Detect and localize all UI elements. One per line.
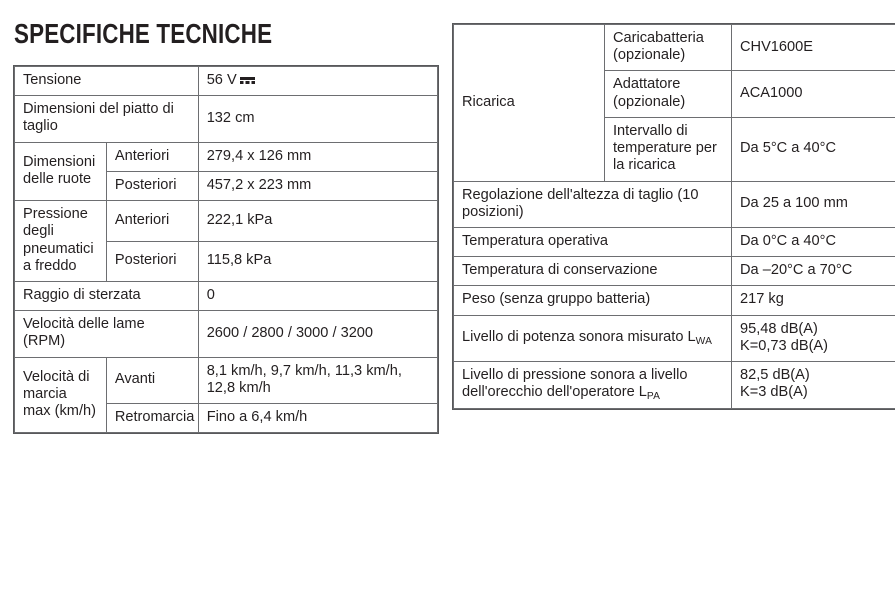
spec-label-lpa-subscript: PA [646,391,661,403]
spec-label-raggio-sterzata: Raggio di sterzata [15,281,199,310]
spec-label-dimensioni-ruote: Dimensioni delle ruote [15,142,107,200]
spec-sublabel-intervallo-temperature-ricarica: Intervallo di temperature per la ricarica [605,117,732,181]
spec-value-lwa-line1: 95,48 dB(A) [740,320,818,337]
table-row [15,67,438,96]
table-row [15,96,438,142]
spec-value-temperatura-operativa: Da 0°C a 40°C [732,227,895,256]
spec-label-peso: Peso (senza gruppo batteria) [454,286,732,315]
table-row [454,181,895,227]
spec-value-pressione-anteriori: 222,1 kPa [198,201,437,241]
spec-sublabel-ruote-anteriori: Anteriori [106,142,198,171]
dc-voltage-symbol-icon [240,75,255,85]
spec-value-livello-pressione-sonora [732,362,895,408]
table-row [454,257,895,286]
spec-label-pressione-pneumatici: Pressione degli pneumatici a freddo [15,201,107,282]
spec-label-velocita-lame: Velocità delle lame (RPM) [15,311,199,357]
spec-value-caricabatteria: CHV1600E [732,25,895,71]
spec-value-lpa-line1: 82,5 dB(A) [740,367,810,384]
table-row [15,311,438,357]
spec-value-lpa-line2: K=3 dB(A) [740,384,808,401]
spec-value-velocita-lame: 2600 / 2800 / 3000 / 3200 [198,311,437,357]
spec-value-raggio-sterzata: 0 [198,281,437,310]
spec-label-ricarica: Ricarica [454,25,605,182]
spec-value-intervallo-temperature-ricarica: Da 5°C a 40°C [732,117,895,181]
table-row [454,315,895,361]
spec-value-ruote-anteriori: 279,4 x 126 mm [198,142,437,171]
table-row [15,281,438,310]
spec-label-livello-potenza-sonora [454,315,732,361]
spec-value-livello-potenza-sonora [732,315,895,361]
spec-sublabel-pressione-anteriori: Anteriori [106,201,198,241]
spec-value-tensione [198,67,437,96]
spec-label-livello-potenza-sonora-text: Livello di potenza sonora misurato L [462,329,696,346]
page-title: SPECIFICHE TECNICHE [14,18,273,49]
spec-label-temperatura-operativa: Temperatura operativa [454,227,732,256]
table-row [454,286,895,315]
spec-sublabel-retromarcia: Retromarcia [106,404,198,433]
spec-label-dimensioni-piatto: Dimensioni del piatto di taglio [15,96,199,142]
spec-label-tensione: Tensione [15,67,199,96]
table-row [454,362,895,408]
spec-sublabel-pressione-posteriori: Posteriori [106,241,198,281]
table-row [454,25,895,71]
spec-sublabel-ruote-posteriori: Posteriori [106,171,198,200]
table-row [454,227,895,256]
spec-value-peso: 217 kg [732,286,895,315]
spec-label-regolazione-altezza: Regolazione dell'altezza di taglio (10 posizioni) [454,181,732,227]
table-row [15,201,438,241]
spec-value-temperatura-conservazione: Da –20°C a 70°C [732,257,895,286]
spec-label-lwa-subscript: WA [695,336,713,348]
spec-value-avanti: 8,1 km/h, 9,7 km/h, 11,3 km/h, 12,8 km/h [198,357,437,403]
spec-label-temperatura-conservazione: Temperatura di conservazione [454,257,732,286]
spec-value-dimensioni-piatto: 132 cm [198,96,437,142]
spec-value-pressione-posteriori: 115,8 kPa [198,241,437,281]
spec-value-lwa-line2: K=0,73 dB(A) [740,337,829,354]
table-row [15,357,438,403]
technical-specifications-table-right [453,24,895,409]
spec-sublabel-caricabatteria: Caricabatteria (opzionale) [605,25,732,71]
spec-value-tensione-text: 56 V [206,72,237,88]
spec-value-adattatore: ACA1000 [732,71,895,117]
spec-sublabel-avanti: Avanti [106,357,198,403]
table-row [15,142,438,171]
spec-label-livello-pressione-sonora [454,362,732,408]
technical-specifications-table-left [14,66,438,433]
spec-value-retromarcia: Fino a 6,4 km/h [198,404,437,433]
spec-sublabel-adattatore: Adattatore (opzionale) [605,71,732,117]
spec-value-regolazione-altezza: Da 25 a 100 mm [732,181,895,227]
spec-label-velocita-marcia: Velocità di marcia max (km/h) [15,357,107,433]
spec-label-livello-pressione-sonora-text: Livello di pressione sonora a livello dell'orecchio dell'operatore L [462,367,688,401]
spec-value-ruote-posteriori: 457,2 x 223 mm [198,171,437,200]
